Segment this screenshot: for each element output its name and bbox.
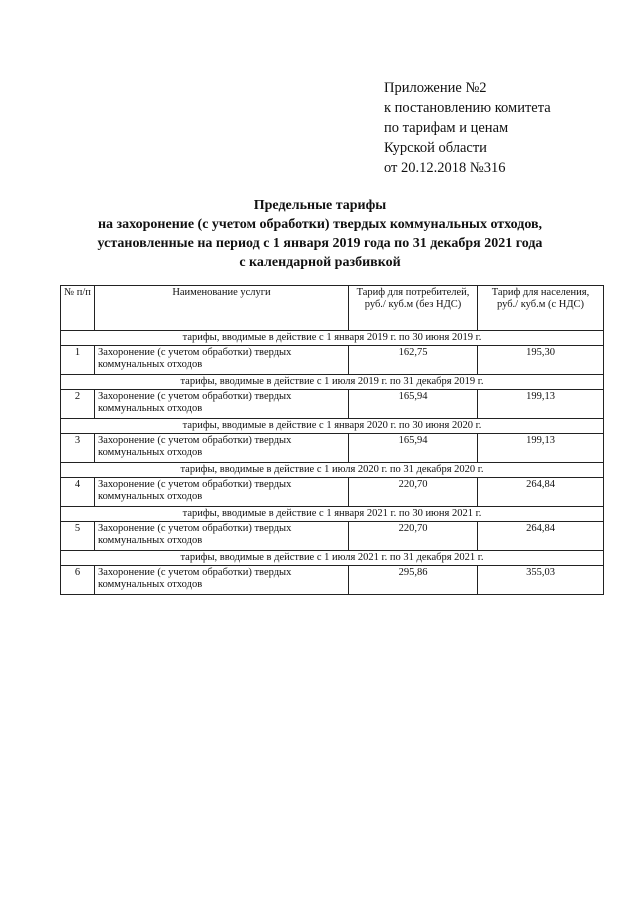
consumers-tariff: 295,86: [349, 566, 478, 595]
table-row: [61, 434, 604, 463]
row-number: 3: [61, 434, 95, 463]
row-number: 1: [61, 346, 95, 375]
title-line: на захоронение (с учетом обработки) твердых коммунальных отходов,: [97, 217, 543, 232]
header-num: № п/п: [61, 286, 95, 331]
period-row: [61, 551, 604, 566]
appendix-line: по тарифам и ценам: [384, 120, 509, 136]
population-tariff: 355,03: [478, 566, 604, 595]
row-number: 2: [61, 390, 95, 419]
title-line: Предельные тарифы: [253, 198, 387, 213]
service-name: Захоронение (с учетом обработки) твердых коммунальных отходов: [95, 478, 349, 507]
period-row: [61, 419, 604, 434]
consumers-tariff: 165,94: [349, 390, 478, 419]
row-number: 5: [61, 522, 95, 551]
population-tariff: 264,84: [478, 522, 604, 551]
period-row: [61, 463, 604, 478]
table-row: [61, 522, 604, 551]
consumers-tariff: 220,70: [349, 478, 478, 507]
period-label: тарифы, вводимые в действие с 1 июля 2020 г. по 31 декабря 2020 г.: [61, 463, 604, 478]
row-number: 6: [61, 566, 95, 595]
population-tariff: 195,30: [478, 346, 604, 375]
period-label: тарифы, вводимые в действие с 1 июля 2021 г. по 31 декабря 2021 г.: [61, 551, 604, 566]
period-label: тарифы, вводимые в действие с 1 июля 2019 г. по 31 декабря 2019 г.: [61, 375, 604, 390]
consumers-tariff: 220,70: [349, 522, 478, 551]
period-row: [61, 331, 604, 346]
population-tariff: 199,13: [478, 434, 604, 463]
header-consumers-tariff: Тариф для потребителей, руб./ куб.м (без НДС): [349, 286, 478, 331]
appendix-line: от 20.12.2018 №316: [384, 160, 506, 176]
period-row: [61, 507, 604, 522]
service-name: Захоронение (с учетом обработки) твердых коммунальных отходов: [95, 522, 349, 551]
appendix-line: Приложение №2: [384, 80, 487, 96]
population-tariff: 264,84: [478, 478, 604, 507]
period-label: тарифы, вводимые в действие с 1 января 2021 г. по 30 июня 2021 г.: [61, 507, 604, 522]
service-name: Захоронение (с учетом обработки) твердых коммунальных отходов: [95, 346, 349, 375]
table-row: [61, 478, 604, 507]
title-line: с календарной разбивкой: [239, 255, 401, 270]
appendix-line: Курской области: [384, 140, 487, 156]
table-row: [61, 566, 604, 595]
period-row: [61, 375, 604, 390]
document-title: [60, 196, 580, 272]
consumers-tariff: 165,94: [349, 434, 478, 463]
table-header-row: [61, 286, 604, 331]
table-row: [61, 390, 604, 419]
consumers-tariff: 162,75: [349, 346, 478, 375]
period-label: тарифы, вводимые в действие с 1 января 2019 г. по 30 июня 2019 г.: [61, 331, 604, 346]
tariff-table: [60, 285, 604, 595]
service-name: Захоронение (с учетом обработки) твердых коммунальных отходов: [95, 434, 349, 463]
table-row: [61, 346, 604, 375]
header-population-tariff: Тариф для населения, руб./ куб.м (с НДС): [478, 286, 604, 331]
row-number: 4: [61, 478, 95, 507]
period-label: тарифы, вводимые в действие с 1 января 2020 г. по 30 июня 2020 г.: [61, 419, 604, 434]
service-name: Захоронение (с учетом обработки) твердых коммунальных отходов: [95, 566, 349, 595]
appendix-block: [384, 78, 551, 178]
header-service: Наименование услуги: [95, 286, 349, 331]
appendix-line: к постановлению комитета: [384, 100, 551, 116]
service-name: Захоронение (с учетом обработки) твердых коммунальных отходов: [95, 390, 349, 419]
population-tariff: 199,13: [478, 390, 604, 419]
title-line: установленные на период с 1 января 2019 года по 31 декабря 2021 года: [97, 236, 543, 251]
